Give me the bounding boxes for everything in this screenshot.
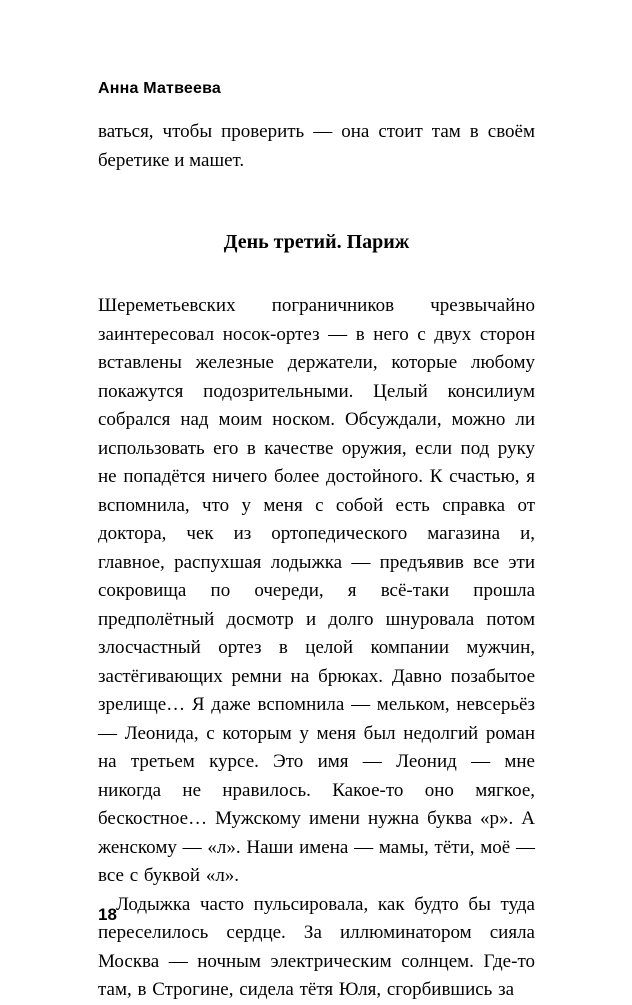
- chapter-title: День третий. Париж: [223, 231, 410, 253]
- body-paragraph-2: Лодыжка часто пульсировала, как будто бы туда переселилось сердце. За иллюминатором сияла Москва — ночным электрическим солнцем. Где-то там, в Строгине, сидела тётя Юля, сгорбившись за: [98, 893, 535, 1000]
- body-paragraph-1: Шереметьевских пограничников чрезвычайно заинтересовал носок-ортез — в него с двух сторон вставлены железные держатели, которые любому покажутся подозрительными. Целый консилиум собрался над моим носком. Обсуждали, можно ли использовать его в качестве оружия, если под руку не попадётся ничего более достойного. К счастью, я вспомнила, что у меня с собой есть справка от доктора, чек из ортопедического магазина и, главное, распухшая лодыжка — предъявив все эти сокровища по очереди, я всё-таки прошла предполётный досмотр и долго шнуровала потом злосчастный ортез в целой компании мужчин, застёгивающих ремни на брюках. Давно позабытое зрелище… Я даже вспомнила — мельком, невсерьёз — Леонида, с которым у меня был недолгий роман на третьем курсе. Это имя — Леонид — мне никогда не нравилось. Какое-то оно мягкое, бескостное… Мужскому имени нужна буква «р». А женскому — «л». Наши имена — мамы, тёти, моё — все с буквой «л».: [98, 295, 535, 886]
- continuation-paragraph: ваться, чтобы проверить — она стоит там в своём беретике и машет.: [98, 121, 535, 171]
- running-header-author: Анна Матвеева: [98, 80, 222, 97]
- page-number: 18: [98, 905, 117, 924]
